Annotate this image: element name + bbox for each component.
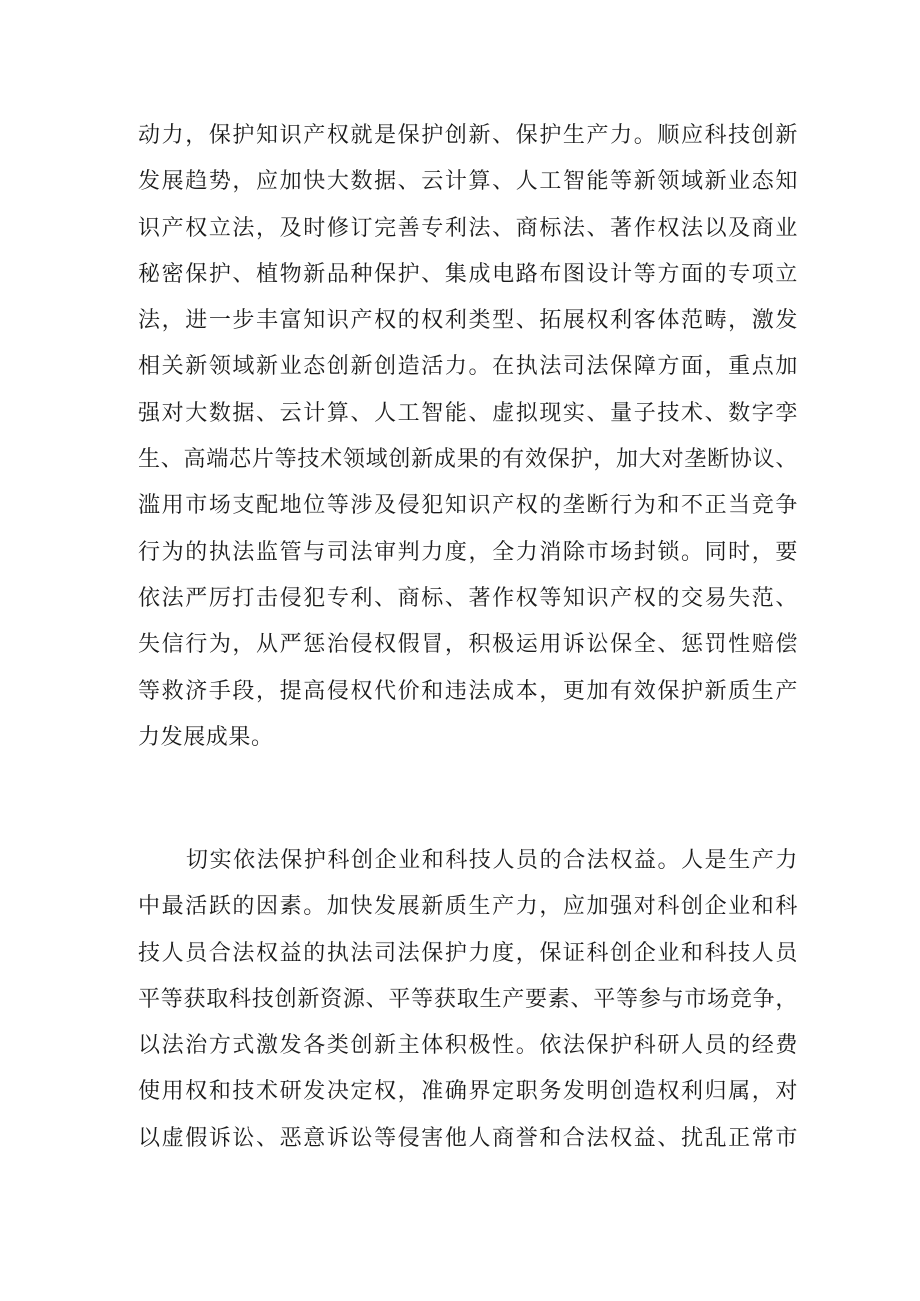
paragraph-line: 等救济手段，提高侵权代价和违法成本，更加有效保护新质生产 [138,678,798,704]
paragraph-line: 动力，保护知识产权就是保护创新、保护生产力。顺应科技创新 [138,123,798,148]
paragraph-line: 技人员合法权益的执法司法保护力度，保证科创企业和科技人员 [138,940,798,966]
paragraph-line: 滥用市场支配地位等涉及侵犯知识产权的垄断行为和不正当竞争 [138,493,798,519]
paragraph-line: 力发展成果。 [138,724,274,750]
paragraph-line: 以法治方式激发各类创新主体积极性。依法保护科研人员的经费 [138,1033,798,1059]
paragraph-line: 行为的执法监管与司法审判力度，全力消除市场封锁。同时，要 [138,539,798,565]
paragraph-line: 中最活跃的因素。加快发展新质生产力，应加强对科创企业和科 [138,894,798,920]
paragraph-line: 失信行为，从严惩治侵权假冒，积极运用诉讼保全、惩罚性赔偿 [138,632,798,658]
paragraph-tech-personnel-rights [138,838,798,1162]
paragraph-line: 使用权和技术研发决定权，准确界定职务发明创造权利归属，对 [138,1079,798,1105]
paragraph-line: 强对大数据、云计算、人工智能、虚拟现实、量子技术、数字孪 [138,400,798,426]
paragraph-ip-protection [138,113,798,761]
paragraph-line: 发展趋势，应加快大数据、云计算、人工智能等新领域新业态知 [138,169,798,195]
paragraph-line: 生、高端芯片等技术领域创新成果的有效保护，加大对垄断协议、 [138,447,798,473]
paragraph-line: 相关新领域新业态创新创造活力。在执法司法保障方面，重点加 [138,354,798,380]
paragraph-line: 依法严厉打击侵犯专利、商标、著作权等知识产权的交易失范、 [138,585,798,611]
paragraph-line: 识产权立法，及时修订完善专利法、商标法、著作权法以及商业 [138,215,798,241]
paragraph-line: 以虚假诉讼、恶意诉讼等侵害他人商誉和合法权益、扰乱正常市 [138,1125,798,1151]
paragraph-line: 秘密保护、植物新品种保护、集成电路布图设计等方面的专项立 [138,261,798,287]
paragraph-line: 切实依法保护科创企业和科技人员的合法权益。人是生产力 [186,848,798,873]
paragraph-line: 法，进一步丰富知识产权的权利类型、拓展权利客体范畴，激发 [138,308,798,334]
paragraph-line: 平等获取科技创新资源、平等获取生产要素、平等参与市场竞争， [138,986,798,1012]
